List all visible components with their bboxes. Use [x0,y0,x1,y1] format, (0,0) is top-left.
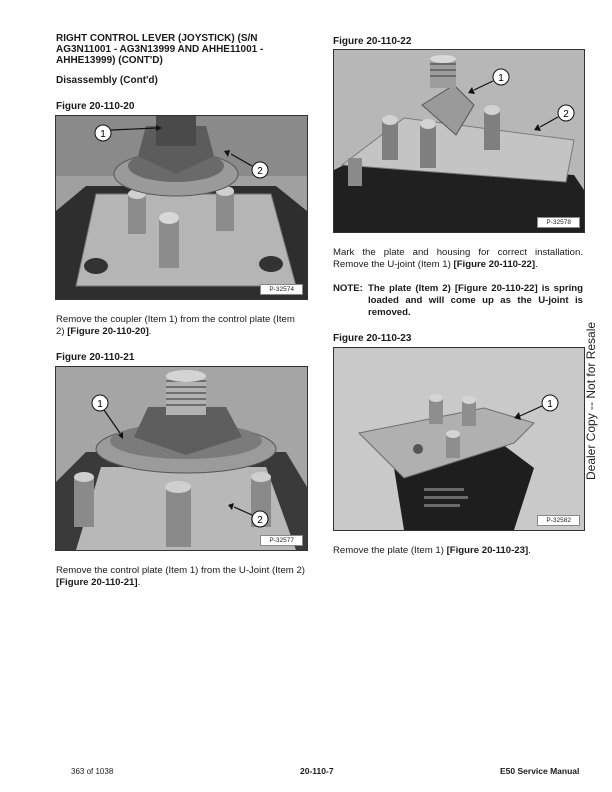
figure-20-photo [55,115,308,300]
f20-callout-1: 1 [100,129,106,140]
paragraph-1-figure-ref: [Figure 20-110-20] [67,326,149,337]
footer-manual-title: E50 Service Manual [500,766,580,776]
paragraph-3 [333,247,583,271]
paragraph-2 [56,565,306,589]
figure-21-photo [55,366,308,551]
paragraph-1-text: Remove the coupler (Item 1) from the control plate (Item 2) [56,314,295,337]
figure-20-illustration [56,116,307,299]
note-label: NOTE: [333,283,363,294]
footer-page-number: 20-110-7 [300,766,334,776]
figure-label-21: Figure 20-110-21 [56,352,135,363]
paragraph-2-text: Remove the control plate (Item 1) from the U-Joint (Item 2) [56,565,305,576]
f22-callout-1: 1 [498,73,504,84]
figure-23-illustration [334,348,584,530]
footer-page-count: 363 of 1038 [71,767,114,776]
figure-21-photo-number: P-32577 [260,535,303,546]
section-title-line-1: RIGHT CONTROL LEVER (JOYSTICK) (S/N [56,33,258,44]
paragraph-1-end: . [148,326,152,337]
f21-callout-2: 2 [257,515,263,526]
f22-callout-2: 2 [563,109,569,120]
f20-callout-2: 2 [257,166,263,177]
figure-label-23: Figure 20-110-23 [333,333,412,344]
f21-callout-1: 1 [97,399,103,410]
section-subtitle: Disassembly (Cont'd) [56,75,158,86]
paragraph-3-text: Mark the plate and housing for correct installation. Remove the U-joint (Item 1) [333,247,583,270]
paragraph-4-text: Remove the plate (Item 1) [333,545,447,556]
section-title-line-2: AG3N11001 - AG3N13999 AND AHHE11001 - [56,44,264,55]
figure-label-20: Figure 20-110-20 [56,101,135,112]
note-text: The plate (Item 2) [Figure 20-110-22] is spring loaded and will come up as the U-joint is removed. [368,283,583,318]
paragraph-3-figure-ref: [Figure 20-110-22] [453,259,536,270]
dealer-copy-watermark: Dealer Copy -- Not for Resale [584,321,598,480]
figure-21-illustration [56,367,307,550]
figure-22-photo [333,49,585,233]
paragraph-2-end: . [137,577,141,588]
figure-22-illustration [334,50,584,232]
f23-callout-1: 1 [547,399,553,410]
figure-23-photo-number: P-32582 [537,515,580,526]
figure-22-photo-number: P-32578 [537,217,580,228]
figure-label-22: Figure 20-110-22 [333,36,412,47]
paragraph-2-figure-ref: [Figure 20-110-21] [56,577,138,588]
paragraph-4-end: . [528,545,531,556]
section-title-line-3: AHHE13999) (CONT'D) [56,55,163,66]
paragraph-4-figure-ref: [Figure 20-110-23] [446,545,529,556]
figure-20-photo-number: P-32574 [260,284,303,295]
section-title [56,33,316,66]
figure-23-photo [333,347,585,531]
paragraph-3-end: . [535,259,538,270]
paragraph-1 [56,314,306,338]
paragraph-4 [333,545,583,557]
note-block [333,283,583,319]
